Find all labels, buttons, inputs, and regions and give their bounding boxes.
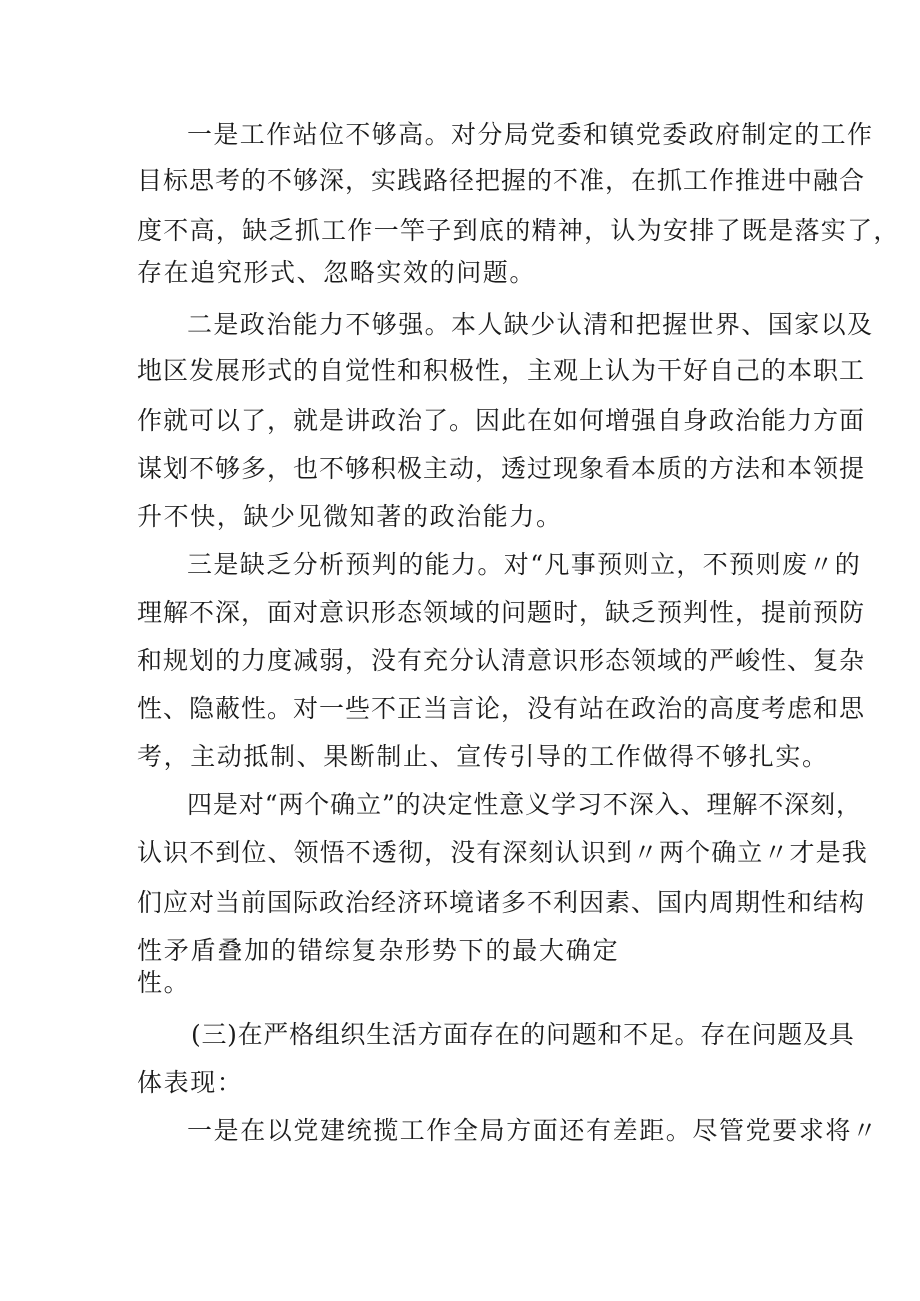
text-line: 地区发展形式的自觉性和积极性，主观上认为干好自己的本职工 — [137, 356, 866, 385]
text-line: 升不快，缺少见微知著的政治能力。 — [137, 502, 563, 531]
text-line: 认识不到位、领悟不透彻，没有深刻认识到〃两个确立〃才是我 — [137, 838, 868, 867]
text-line: 谋划不够多，也不够积极主动，透过现象看本质的方法和本领提 — [137, 454, 866, 483]
text-line: 目标思考的不够深，实践路径把握的不准，在抓工作推进中融合 — [137, 166, 866, 195]
text-line: 性、隐蔽性。对一些不正当言论，没有站在政治的高度考虑和思 — [137, 694, 866, 723]
text-line: 性。 — [137, 968, 191, 997]
text-line: 考，主动抵制、果断制止、宣传引导的工作做得不够扎实。 — [137, 742, 829, 771]
text-line: 四是对“两个确立”的决定性意义学习不深入、理解不深刻， — [187, 790, 862, 819]
text-line: 性矛盾叠加的错综复杂形势下的最大确定 — [137, 936, 620, 965]
text-line: 度不高，缺乏抓工作一竿子到底的精神，认为安排了既是落实了， — [137, 216, 900, 245]
text-line: 二是政治能力不够强。本人缺少认清和把握世界、国家以及 — [187, 310, 874, 339]
text-line: 存在追究形式、忽略实效的问题。 — [137, 258, 537, 287]
text-line: 理解不深，面对意识形态领域的问题时，缺乏预判性，提前预防 — [137, 598, 866, 627]
text-line: 们应对当前国际政治经济环境诸多不利因素、国内周期性和结构 — [137, 888, 866, 917]
text-line: 体表现： — [137, 1068, 244, 1097]
text-line: 三是缺乏分析预判的能力。对“凡事预则立，不预则废〃的 — [187, 550, 862, 579]
text-line: 作就可以了，就是讲政治了。因此在如何增强自身政治能力方面 — [137, 406, 866, 435]
text-line: 和规划的力度减弱，没有充分认清意识形态领域的严峻性、复杂 — [137, 646, 866, 675]
section-heading: (三)在严格组织生活方面存在的问题和不足。存在问题及具 — [191, 1020, 855, 1049]
text-line: 一是工作站位不够高。对分局党委和镇党委政府制定的工作 — [187, 120, 874, 149]
text-line: 一是在以党建统揽工作全局方面还有差距。尽管党要求将〃 — [187, 1116, 879, 1145]
